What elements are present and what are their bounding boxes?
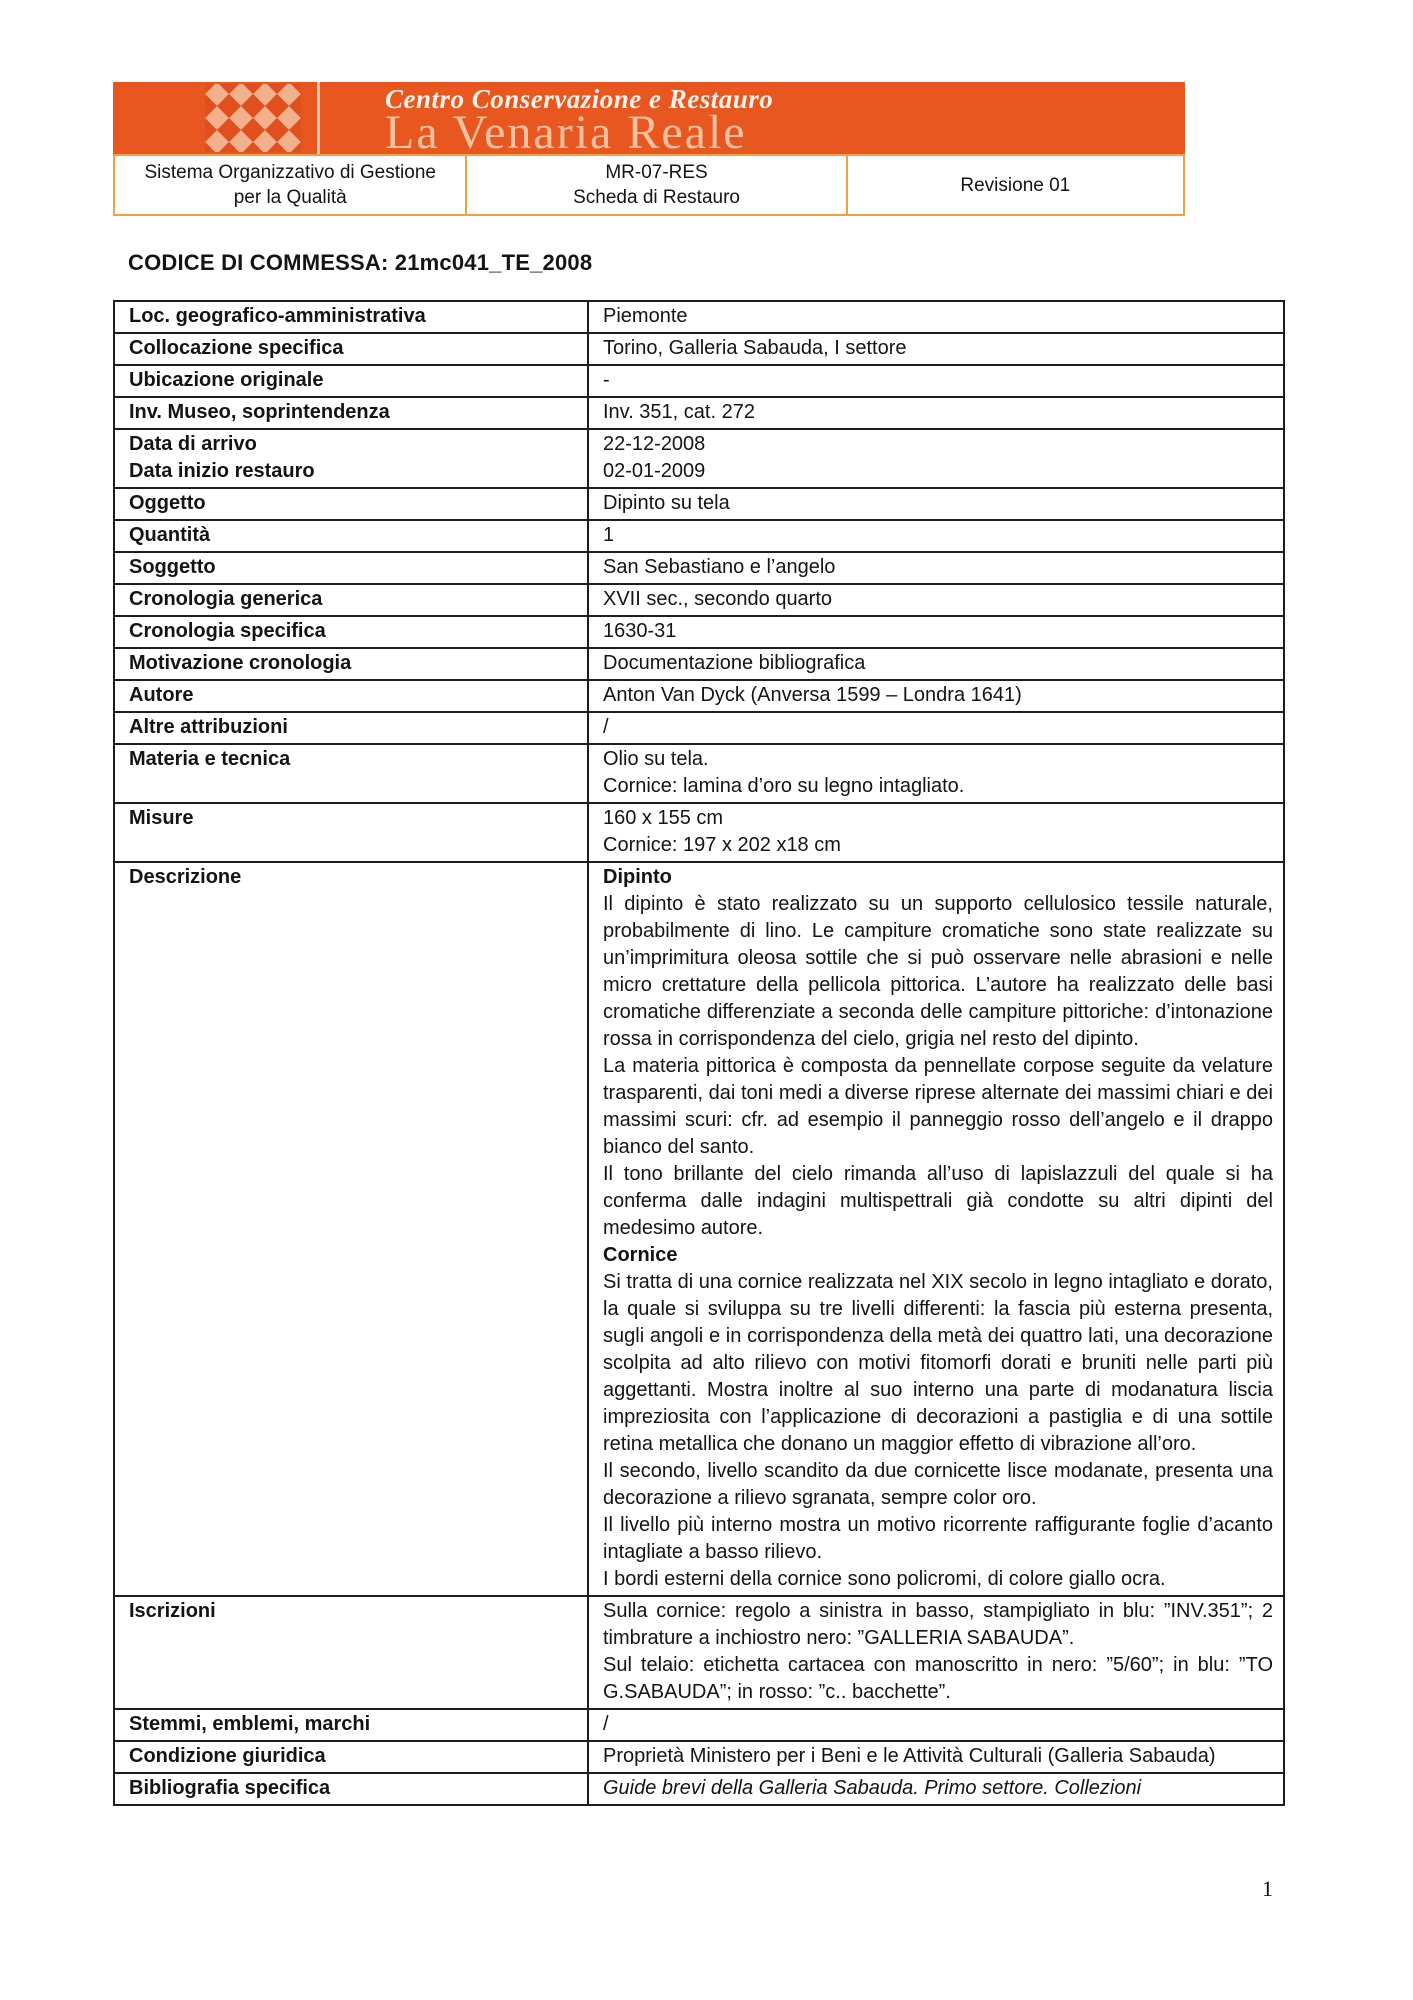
field-value-paragraph: San Sebastiano e l’angelo [603, 556, 836, 578]
field-label-line: Oggetto [129, 492, 206, 514]
restoration-record-table [113, 300, 1285, 1806]
brand-banner [113, 82, 1185, 154]
brand-line1: Centro Conservazione e Restauro [385, 84, 774, 114]
record-row [114, 365, 1284, 397]
field-value [588, 712, 1284, 744]
field-value-paragraph: Anton Van Dyck (Anversa 1599 – Londra 1641) [603, 684, 1022, 706]
field-label [114, 1773, 588, 1805]
field-value-paragraph: / [603, 1713, 609, 1735]
field-value [588, 803, 1284, 862]
meta-doc-code-value: MR-07-RES [605, 162, 708, 183]
meta-doc-name: Scheda di Restauro [573, 187, 740, 208]
meta-quality-system [115, 156, 467, 214]
record-row [114, 648, 1284, 680]
record-row [114, 803, 1284, 862]
field-value [588, 365, 1284, 397]
meta-doc-code [467, 156, 847, 214]
field-value-paragraph: Cornice: 197 x 202 x18 cm [603, 834, 841, 856]
field-value-paragraph: Guide brevi della Galleria Sabauda. Primo settore. Collezioni [603, 1777, 1142, 1799]
field-label-line: Quantità [129, 524, 211, 546]
field-label [114, 1709, 588, 1741]
field-label [114, 862, 588, 1596]
field-value-paragraph: Dipinto su tela [603, 492, 730, 514]
field-value [588, 1741, 1284, 1773]
header-meta-row [113, 154, 1185, 216]
field-value-paragraph: Inv. 351, cat. 272 [603, 401, 755, 423]
field-value-paragraph: Torino, Galleria Sabauda, I settore [603, 337, 907, 359]
field-label [114, 803, 588, 862]
field-value-paragraph: Documentazione bibliografica [603, 652, 866, 674]
field-label [114, 520, 588, 552]
field-label [114, 397, 588, 429]
field-label [114, 365, 588, 397]
field-value-paragraph: Il livello più interno mostra un motivo ricorrente raffigurante foglie d’acanto intagliate a basso rilievo. [603, 1514, 1273, 1563]
field-label [114, 1741, 588, 1773]
field-value-paragraph: Sulla cornice: regolo a sinistra in basso, stampigliato in blu: ”INV.351”; 2 timbrature a inchiostro nero: ”GALLERIA SABAUDA”. [603, 1600, 1273, 1649]
record-row [114, 744, 1284, 803]
field-value-paragraph: Proprietà Ministero per i Beni e le Attività Culturali (Galleria Sabauda) [603, 1745, 1216, 1767]
commission-code-title: CODICE DI COMMESSA: 21mc041_TE_2008 [128, 250, 593, 275]
brand-line2: La Venaria Reale [385, 106, 747, 154]
field-label [114, 301, 588, 333]
page-number: 1 [1262, 1876, 1273, 1901]
record-row [114, 552, 1284, 584]
field-label-line: Misure [129, 807, 194, 829]
field-label [114, 488, 588, 520]
field-value [588, 1773, 1284, 1805]
record-row [114, 712, 1284, 744]
field-label [114, 616, 588, 648]
field-label-line: Iscrizioni [129, 1600, 216, 1622]
meta-quality-system-line2: per la Qualità [233, 187, 347, 208]
record-row [114, 488, 1284, 520]
record-row [114, 584, 1284, 616]
record-row [114, 616, 1284, 648]
field-value-paragraph: Il dipinto è stato realizzato su un supporto cellulosico tessile naturale, probabilmente di lino. Le campiture cromatiche sono state realizzate su un’imprimitura oleosa sottile che si può osservare nelle abrasioni e nelle micro crettature della pellicola pittorica. L’autore ha realizzato delle basi cromatiche differenziate a seconda delle campiture pittoriche: d’intonazione rossa in corrispondenza del cielo, grigia nel resto del dipinto. [603, 893, 1273, 1050]
record-row [114, 680, 1284, 712]
record-row [114, 1709, 1284, 1741]
record-row [114, 862, 1284, 1596]
field-label-line: Autore [129, 684, 194, 706]
field-value-paragraph: 1 [603, 524, 615, 546]
field-label [114, 584, 588, 616]
field-value [588, 744, 1284, 803]
field-value-paragraph: 1630-31 [603, 620, 677, 642]
field-label-line: Loc. geografico-amministrativa [129, 305, 426, 327]
record-row [114, 397, 1284, 429]
field-label-line: Motivazione cronologia [129, 652, 352, 674]
field-value [588, 1596, 1284, 1709]
meta-revision [848, 156, 1183, 214]
field-value-paragraph: Olio su tela. [603, 748, 709, 770]
field-value-paragraph: Cornice [603, 1244, 678, 1266]
record-row [114, 520, 1284, 552]
field-label-line: Inv. Museo, soprintendenza [129, 401, 390, 423]
field-label [114, 744, 588, 803]
field-value [588, 520, 1284, 552]
field-value [588, 333, 1284, 365]
field-label-line: Soggetto [129, 556, 216, 578]
field-value [588, 1709, 1284, 1741]
field-value-paragraph: - [603, 369, 610, 391]
field-value [588, 429, 1284, 488]
field-label [114, 712, 588, 744]
field-value-paragraph: 02-01-2009 [603, 460, 706, 482]
field-label-line: Stemmi, emblemi, marchi [129, 1713, 371, 1735]
venaria-diamond-logo-icon [205, 82, 307, 154]
record-row [114, 1773, 1284, 1805]
field-value-paragraph: XVII sec., secondo quarto [603, 588, 833, 610]
field-value [588, 301, 1284, 333]
field-value [588, 616, 1284, 648]
field-value [588, 680, 1284, 712]
field-value-paragraph: 22-12-2008 [603, 433, 706, 455]
field-value-paragraph: / [603, 716, 609, 738]
field-label [114, 648, 588, 680]
field-value [588, 397, 1284, 429]
record-row [114, 1741, 1284, 1773]
record-row [114, 333, 1284, 365]
field-label [114, 552, 588, 584]
field-label-line: Data inizio restauro [129, 460, 315, 482]
field-value-paragraph: Piemonte [603, 305, 688, 327]
field-value-paragraph: Si tratta di una cornice realizzata nel XIX secolo in legno intagliato e dorato, la quale si sviluppa su tre livelli differenti: la fascia più esterna presenta, sugli angoli e in corrispondenza della metà dei quattro lati, una decorazione scolpita ad alto rilievo con motivi fitomorfi dorati e bruniti nelle parti più aggettanti. Mostra inoltre al suo interno una parte di modanatura liscia impreziosita con l’applicazione di decorazioni a pastiglia e di una sottile retina metallica che donano un maggior effetto di vibrazione all’oro. [603, 1271, 1273, 1455]
field-value [588, 862, 1284, 1596]
field-label [114, 333, 588, 365]
field-value [588, 648, 1284, 680]
field-value-paragraph: Il secondo, livello scandito da due cornicette lisce modanate, presenta una decorazione a rilievo sgranata, sempre color oro. [603, 1460, 1273, 1509]
field-value [588, 552, 1284, 584]
field-value [588, 584, 1284, 616]
field-label [114, 680, 588, 712]
meta-quality-system-line1: Sistema Organizzativo di Gestione [144, 162, 436, 183]
record-row [114, 1596, 1284, 1709]
record-row [114, 301, 1284, 333]
field-label-line: Collocazione specifica [129, 337, 344, 359]
field-value [588, 488, 1284, 520]
field-label [114, 429, 588, 488]
banner-divider [317, 82, 320, 154]
field-label-line: Condizione giuridica [129, 1745, 326, 1767]
field-label-line: Cronologia specifica [129, 620, 326, 642]
field-value-paragraph: Sul telaio: etichetta cartacea con manoscritto in nero: ”5/60”; in blu: ”TO G.SABAUDA”; in rosso: ”c.. bacchette”. [603, 1654, 1273, 1703]
field-label-line: Descrizione [129, 866, 242, 888]
field-label-line: Bibliografia specifica [129, 1777, 331, 1799]
record-row [114, 429, 1284, 488]
field-value-paragraph: Dipinto [603, 866, 672, 888]
field-label-line: Ubicazione originale [129, 369, 324, 391]
field-value-paragraph: La materia pittorica è composta da pennellate corpose seguite da velature trasparenti, dai toni medi a diverse riprese alternate dei massimi chiari e dei massimi scuri: cfr. ad esempio il panneggio rosso dell’angelo e il drappo bianco del santo. [603, 1055, 1273, 1158]
field-label-line: Cronologia generica [129, 588, 323, 610]
field-value-paragraph: I bordi esterni della cornice sono policromi, di colore giallo ocra. [603, 1568, 1166, 1590]
field-label-line: Data di arrivo [129, 433, 257, 455]
field-value-paragraph: Il tono brillante del cielo rimanda all’uso di lapislazzuli del quale si ha conferma dalle indagini multispettrali già condotte su altri dipinti del medesimo autore. [603, 1163, 1273, 1239]
field-value-paragraph: 160 x 155 cm [603, 807, 724, 829]
field-label-line: Materia e tecnica [129, 748, 291, 770]
field-label-line: Altre attribuzioni [129, 716, 288, 738]
brand-text [385, 84, 1145, 154]
meta-revision-value: Revisione 01 [960, 174, 1071, 196]
field-label [114, 1596, 588, 1709]
field-value-paragraph: Cornice: lamina d’oro su legno intagliato. [603, 775, 965, 797]
